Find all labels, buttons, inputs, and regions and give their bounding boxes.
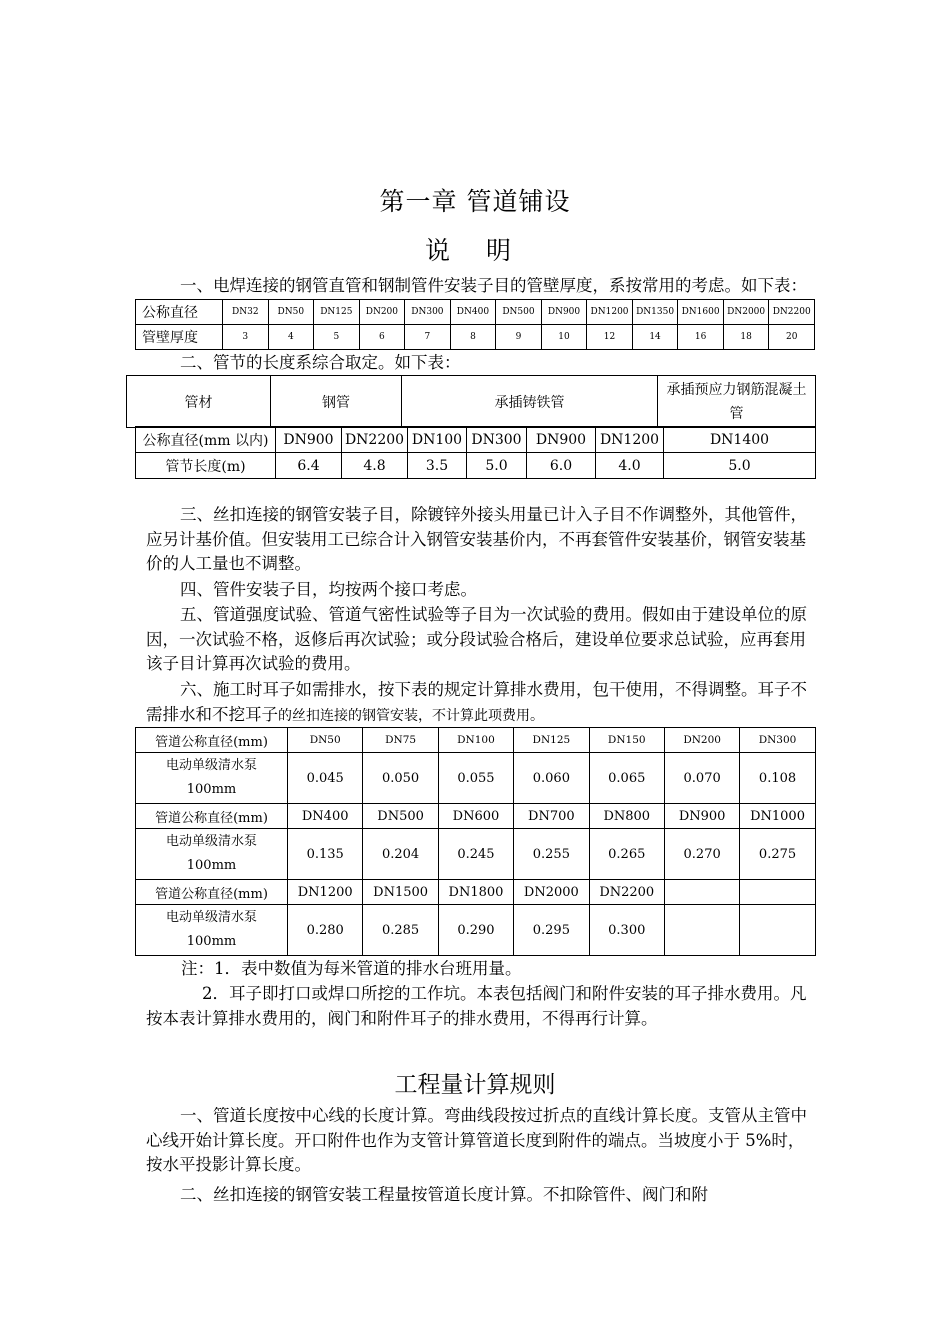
table-cell: 管节长度(m) bbox=[136, 453, 276, 479]
table-cell: DN400 bbox=[288, 804, 363, 829]
rule-1: 一、管道长度按中心线的长度计算。弯曲线段按过折点的直线计算长度。支管从主管中心线开始计算长度。开口附件也作为支管计算管道长度到附件的端点。当坡度小于 5%时，按水平投影计算长度。 bbox=[146, 1106, 807, 1175]
table-cell: 6 bbox=[359, 325, 405, 350]
table-cell: DN300 bbox=[467, 427, 527, 453]
table-cell: 0.290 bbox=[438, 905, 513, 956]
table-cell: 0.108 bbox=[740, 753, 815, 804]
drainage-table bbox=[135, 727, 816, 956]
table-header-cell: 钢管 bbox=[271, 376, 402, 428]
table-cell: 10 bbox=[541, 325, 587, 350]
table-cell: 管道公称直径(mm) bbox=[136, 880, 288, 905]
table-cell: 0.280 bbox=[288, 905, 363, 956]
table-cell: DN1350 bbox=[632, 300, 678, 325]
table-cell: 0.045 bbox=[288, 753, 363, 804]
table-cell: DN2000 bbox=[723, 300, 769, 325]
paragraph-2: 二、管节的长度系综合取定。如下表： bbox=[180, 353, 461, 372]
table-cell: DN900 bbox=[276, 427, 342, 453]
table-cell: 7 bbox=[405, 325, 451, 350]
table-cell: 4 bbox=[268, 325, 314, 350]
pump-label-line2: 100mm bbox=[186, 858, 237, 873]
table-cell: DN50 bbox=[268, 300, 314, 325]
note-2-line2: 水费用。凡按本表计算排水费用的，阀门和附件耳子的排水费用，不得再行计算。 bbox=[146, 984, 807, 1028]
wall-thickness-table bbox=[135, 299, 815, 350]
table-cell: DN900 bbox=[527, 427, 596, 453]
pump-label-line1: 电动单级清水泵 bbox=[165, 834, 257, 849]
table-cell bbox=[740, 880, 815, 905]
table-cell: 5.0 bbox=[467, 453, 527, 479]
table-cell: 14 bbox=[632, 325, 678, 350]
chapter-title: 第一章 管道铺设 bbox=[379, 187, 571, 216]
table-row bbox=[136, 753, 816, 804]
table-cell: 3 bbox=[223, 325, 269, 350]
paragraph-6-tail: 的丝扣连接的钢管安装，不计算此项费用。 bbox=[278, 707, 544, 724]
paragraph-3: 三、丝扣连接的钢管安装子目，除镀锌外接头用量已计入子目不作调整外，其他管件，应另计基价值。但安装用工已综合计入钢管安装基价内，不再套管件安装基价，钢管安装基价的人工量也不调整。 bbox=[146, 505, 807, 574]
table-cell: DN1600 bbox=[678, 300, 724, 325]
paragraph-4: 四、管件安装子目，均按两个接口考虑。 bbox=[180, 580, 477, 599]
table-cell: DN125 bbox=[514, 728, 589, 753]
table-row bbox=[136, 728, 816, 753]
table-row bbox=[136, 453, 816, 479]
table-cell: DN1800 bbox=[438, 880, 513, 905]
table-cell: DN700 bbox=[514, 804, 589, 829]
table-cell bbox=[740, 905, 815, 956]
table-cell: DN100 bbox=[438, 728, 513, 753]
section-heading-explain: 说 明 bbox=[425, 236, 525, 265]
table-cell: 0.245 bbox=[438, 829, 513, 880]
table-cell: DN900 bbox=[541, 300, 587, 325]
table-cell: 0.255 bbox=[514, 829, 589, 880]
table-cell: DN300 bbox=[740, 728, 815, 753]
table-cell: 0.065 bbox=[589, 753, 664, 804]
table-cell: 6.4 bbox=[276, 453, 342, 479]
table-row bbox=[136, 427, 816, 453]
table-cell: DN1000 bbox=[740, 804, 815, 829]
paragraph-5: 五、管道强度试验、管道气密性试验等子目为一次试验的费用。假如由于建设单位的原因，一次试验不格，返修后再次试验；或分段试验合格后，建设单位要求总试验，应再套用该子目计算再次试验的费用。 bbox=[146, 605, 807, 674]
table-cell: 4.8 bbox=[342, 453, 408, 479]
table-row bbox=[136, 905, 816, 956]
table-cell: 20 bbox=[769, 325, 815, 350]
table-cell: DN125 bbox=[314, 300, 360, 325]
table-cell bbox=[136, 753, 288, 804]
table-cell: DN1400 bbox=[664, 427, 816, 453]
table-cell: 0.265 bbox=[589, 829, 664, 880]
table-cell: DN1200 bbox=[288, 880, 363, 905]
table-cell: 3.5 bbox=[408, 453, 467, 479]
table-cell bbox=[664, 905, 739, 956]
table-cell: DN400 bbox=[450, 300, 496, 325]
note-2 bbox=[146, 982, 816, 1031]
paragraph-6-main: 六、施工时耳子如需排水，按下表的规定计算排水费用，包干使用，不得调整。耳子不需排水和不挖耳子 bbox=[146, 680, 807, 724]
table-cell: DN2200 bbox=[342, 427, 408, 453]
table-cell: 管道公称直径(mm) bbox=[136, 728, 288, 753]
pump-label-line2: 100mm bbox=[186, 934, 237, 949]
note-2-line1: 2．耳子即打口或焊口所挖的工作坑。本表包括阀门和附件安装的耳子排 bbox=[202, 984, 724, 1003]
table-header-cell: 管材 bbox=[127, 376, 271, 428]
paragraph-1: 一、电焊连接的钢管直管和钢制管件安装子目的管壁厚度，系按常用的考虑。如下表： bbox=[180, 276, 807, 295]
table-cell: DN32 bbox=[223, 300, 269, 325]
table-cell: 0.135 bbox=[288, 829, 363, 880]
table-cell: DN200 bbox=[359, 300, 405, 325]
table-row bbox=[136, 300, 815, 325]
table-cell: DN600 bbox=[438, 804, 513, 829]
table-cell: 9 bbox=[496, 325, 542, 350]
table-cell: DN800 bbox=[589, 804, 664, 829]
table-cell: 0.050 bbox=[363, 753, 438, 804]
table-cell: 5 bbox=[314, 325, 360, 350]
table-cell: DN100 bbox=[408, 427, 467, 453]
table-row bbox=[136, 880, 816, 905]
table-cell: DN200 bbox=[664, 728, 739, 753]
table-header-cell: 承插预应力钢筋混凝土管 bbox=[658, 376, 816, 428]
table-cell: 0.295 bbox=[514, 905, 589, 956]
rules-heading: 工程量计算规则 bbox=[394, 1072, 556, 1098]
table-cell: 5.0 bbox=[664, 453, 816, 479]
table-cell: 管道公称直径(mm) bbox=[136, 804, 288, 829]
table-cell: 0.285 bbox=[363, 905, 438, 956]
table-row bbox=[127, 376, 816, 428]
table-row bbox=[136, 804, 816, 829]
table-cell: 4.0 bbox=[596, 453, 664, 479]
table-cell: DN1200 bbox=[587, 300, 633, 325]
table-cell: 12 bbox=[587, 325, 633, 350]
pipe-length-table-header bbox=[126, 375, 816, 428]
table-cell bbox=[136, 829, 288, 880]
table-cell: DN50 bbox=[288, 728, 363, 753]
note-1: 注：1．表中数值为每米管道的排水台班用量。 bbox=[181, 959, 522, 978]
table-cell: 0.060 bbox=[514, 753, 589, 804]
table-cell: 管壁厚度 bbox=[136, 325, 223, 350]
table-cell: 8 bbox=[450, 325, 496, 350]
table-cell: DN300 bbox=[405, 300, 451, 325]
table-cell: 公称直径 bbox=[136, 300, 223, 325]
rule-2: 二、丝扣连接的钢管安装工程量按管道长度计算。不扣除管件、阀门和附 bbox=[180, 1185, 708, 1204]
table-cell: 0.275 bbox=[740, 829, 815, 880]
table-cell: 0.300 bbox=[589, 905, 664, 956]
table-cell: DN150 bbox=[589, 728, 664, 753]
table-row bbox=[136, 325, 815, 350]
table-cell bbox=[664, 880, 739, 905]
table-cell: DN2200 bbox=[589, 880, 664, 905]
table-header-cell: 承插铸铁管 bbox=[402, 376, 658, 428]
table-cell: 0.055 bbox=[438, 753, 513, 804]
pump-label-line1: 电动单级清水泵 bbox=[165, 910, 257, 925]
table-cell: 6.0 bbox=[527, 453, 596, 479]
table-cell: DN2000 bbox=[514, 880, 589, 905]
table-cell: DN900 bbox=[664, 804, 739, 829]
table-cell: 0.070 bbox=[664, 753, 739, 804]
table-cell: DN75 bbox=[363, 728, 438, 753]
table-cell: 0.204 bbox=[363, 829, 438, 880]
table-cell: 公称直径(mm 以内) bbox=[136, 427, 276, 453]
table-cell: 18 bbox=[723, 325, 769, 350]
table-cell: 16 bbox=[678, 325, 724, 350]
pump-label-line2: 100mm bbox=[186, 782, 237, 797]
table-cell: DN1200 bbox=[596, 427, 664, 453]
pump-label-line1: 电动单级清水泵 bbox=[165, 758, 257, 773]
table-cell: 0.270 bbox=[664, 829, 739, 880]
table-cell: DN1500 bbox=[363, 880, 438, 905]
table-cell: DN500 bbox=[496, 300, 542, 325]
table-cell: DN2200 bbox=[769, 300, 815, 325]
table-cell: DN500 bbox=[363, 804, 438, 829]
table-row bbox=[136, 829, 816, 880]
table-cell bbox=[136, 905, 288, 956]
paragraph-6 bbox=[146, 678, 816, 728]
pipe-length-table bbox=[135, 426, 816, 479]
